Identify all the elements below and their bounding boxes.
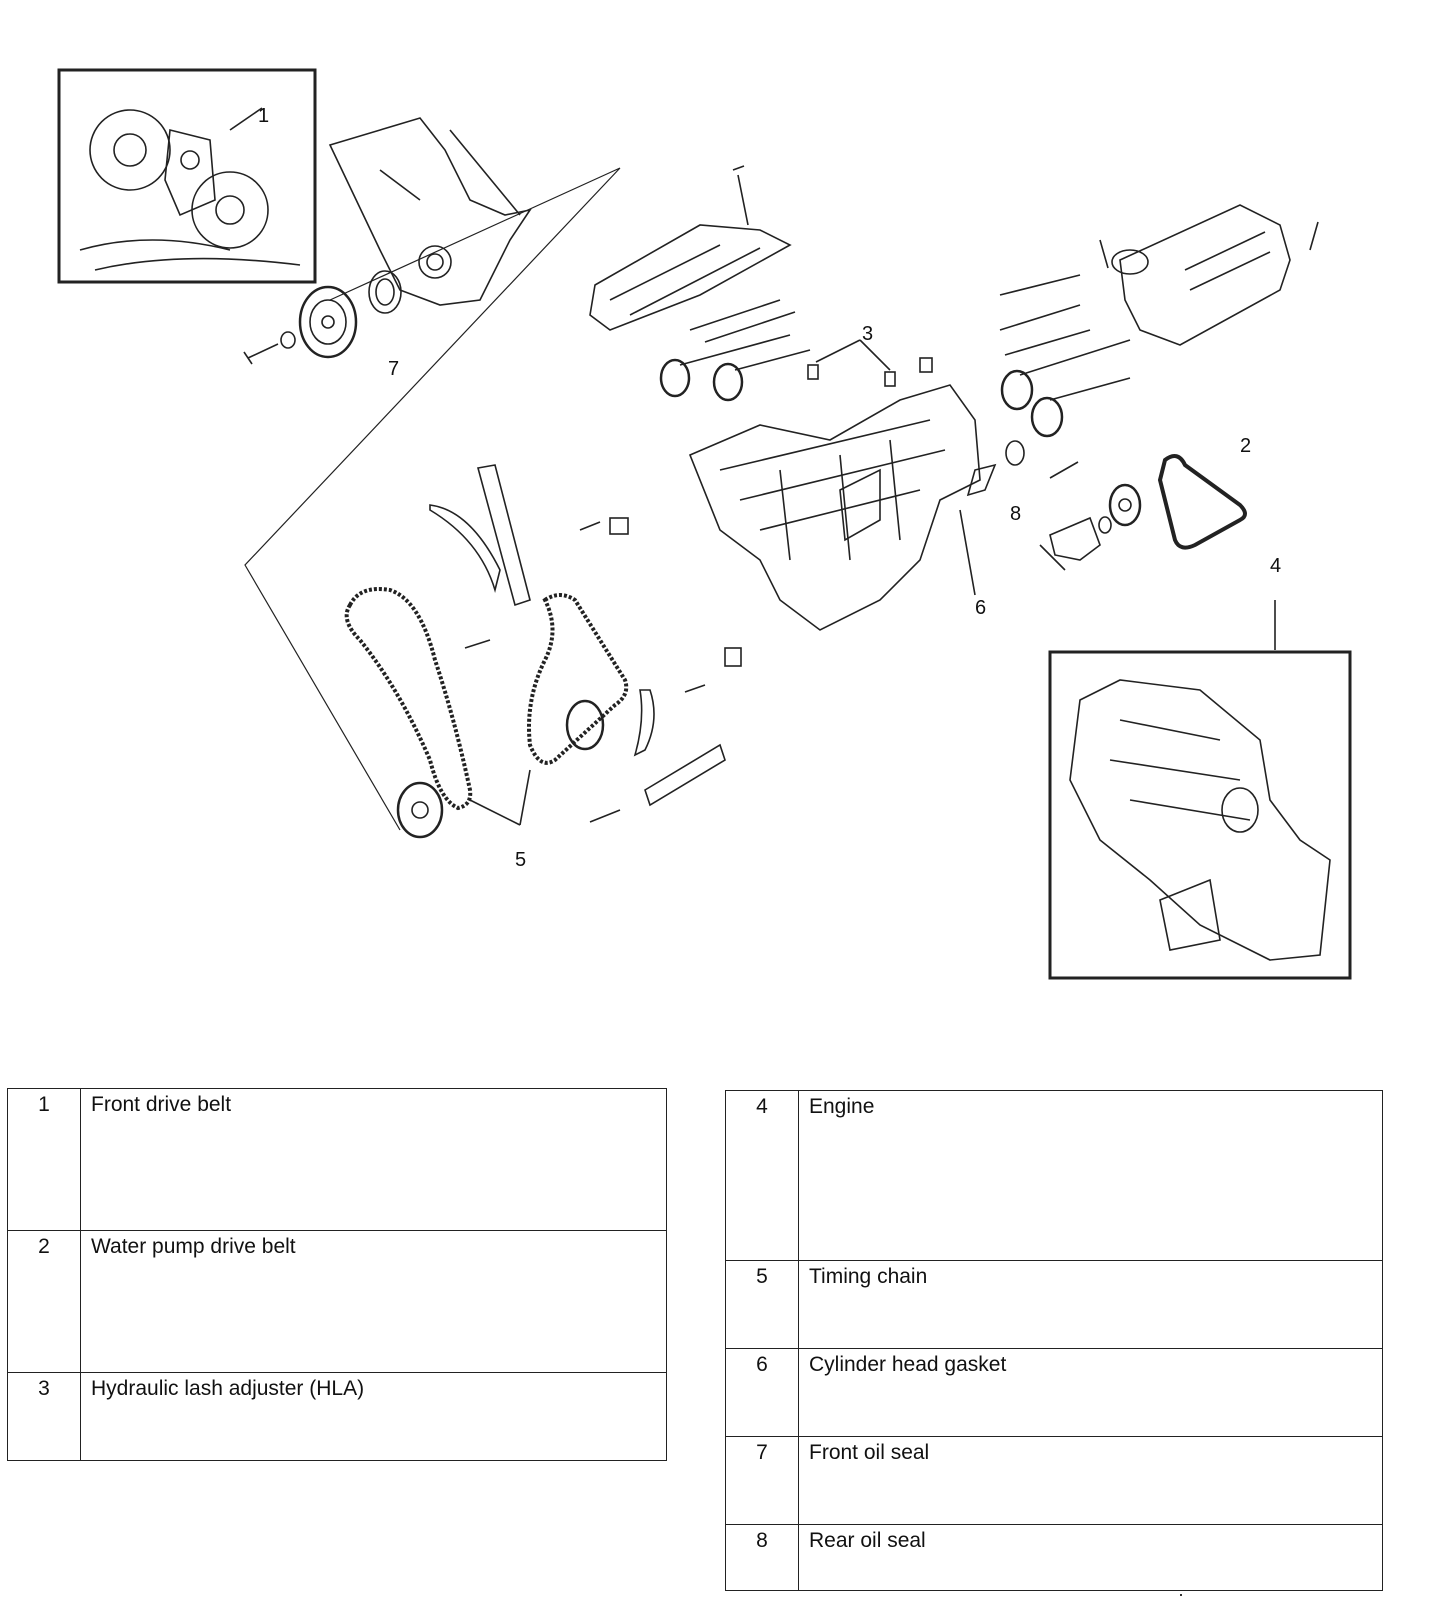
crankshaft-pulley [244, 287, 356, 364]
legend-number: 4 [726, 1091, 799, 1261]
legend-label: Cylinder head gasket [799, 1349, 1383, 1437]
legend-number: 7 [726, 1437, 799, 1525]
legend-label: Engine [799, 1091, 1383, 1261]
page-speck [1180, 1594, 1182, 1596]
water-pump-drive-belt [1160, 456, 1245, 548]
legend-number: 5 [726, 1261, 799, 1349]
callout-7: 7 [388, 358, 400, 380]
legend-number: 1 [8, 1089, 81, 1231]
cylinder-block [690, 385, 980, 630]
inset-engine [1050, 600, 1350, 978]
legend-label: Rear oil seal [799, 1525, 1383, 1591]
legend-label: Front oil seal [799, 1437, 1383, 1525]
callout-1: 1 [258, 105, 270, 127]
legend-table-right [725, 1090, 1383, 1591]
legend-number: 6 [726, 1349, 799, 1437]
legend-table-left [7, 1088, 667, 1461]
inset-front-drive-belt [59, 70, 315, 282]
legend-number: 8 [726, 1525, 799, 1591]
legend-number: 3 [8, 1373, 81, 1461]
callout-3: 3 [862, 323, 874, 345]
hydraulic-lash-adjusters [808, 340, 932, 386]
right-camshafts [1000, 275, 1130, 436]
callout-5: 5 [515, 849, 527, 871]
callout-2: 2 [1240, 435, 1252, 457]
legend-row [8, 1089, 667, 1231]
front-oil-seal [369, 271, 401, 313]
left-camshafts [661, 300, 810, 400]
legend-number: 2 [8, 1231, 81, 1373]
legend-label: Timing chain [799, 1261, 1383, 1349]
callout-6: 6 [975, 597, 987, 619]
cylinder-head-gasket [960, 465, 995, 595]
front-timing-cover [330, 118, 530, 305]
callout-labels [258, 105, 1281, 871]
rear-oil-seal [1006, 441, 1024, 465]
callout-8: 8 [1010, 503, 1022, 525]
callout-4: 4 [1270, 555, 1282, 577]
legend-label: Front drive belt [81, 1089, 667, 1231]
legend-row [8, 1373, 667, 1461]
legend-row [726, 1437, 1383, 1525]
legend-row [726, 1091, 1383, 1261]
legend-label: Water pump drive belt [81, 1231, 667, 1373]
right-valve-cover [1100, 205, 1318, 345]
legend-row [8, 1231, 667, 1373]
legend-label: Hydraulic lash adjuster (HLA) [81, 1373, 667, 1461]
legend-row [726, 1261, 1383, 1349]
left-valve-cover [590, 166, 790, 330]
timing-chain-assembly [347, 465, 741, 837]
legend-row [726, 1349, 1383, 1437]
water-pump-assembly [1040, 462, 1140, 570]
legend-row [726, 1525, 1383, 1591]
